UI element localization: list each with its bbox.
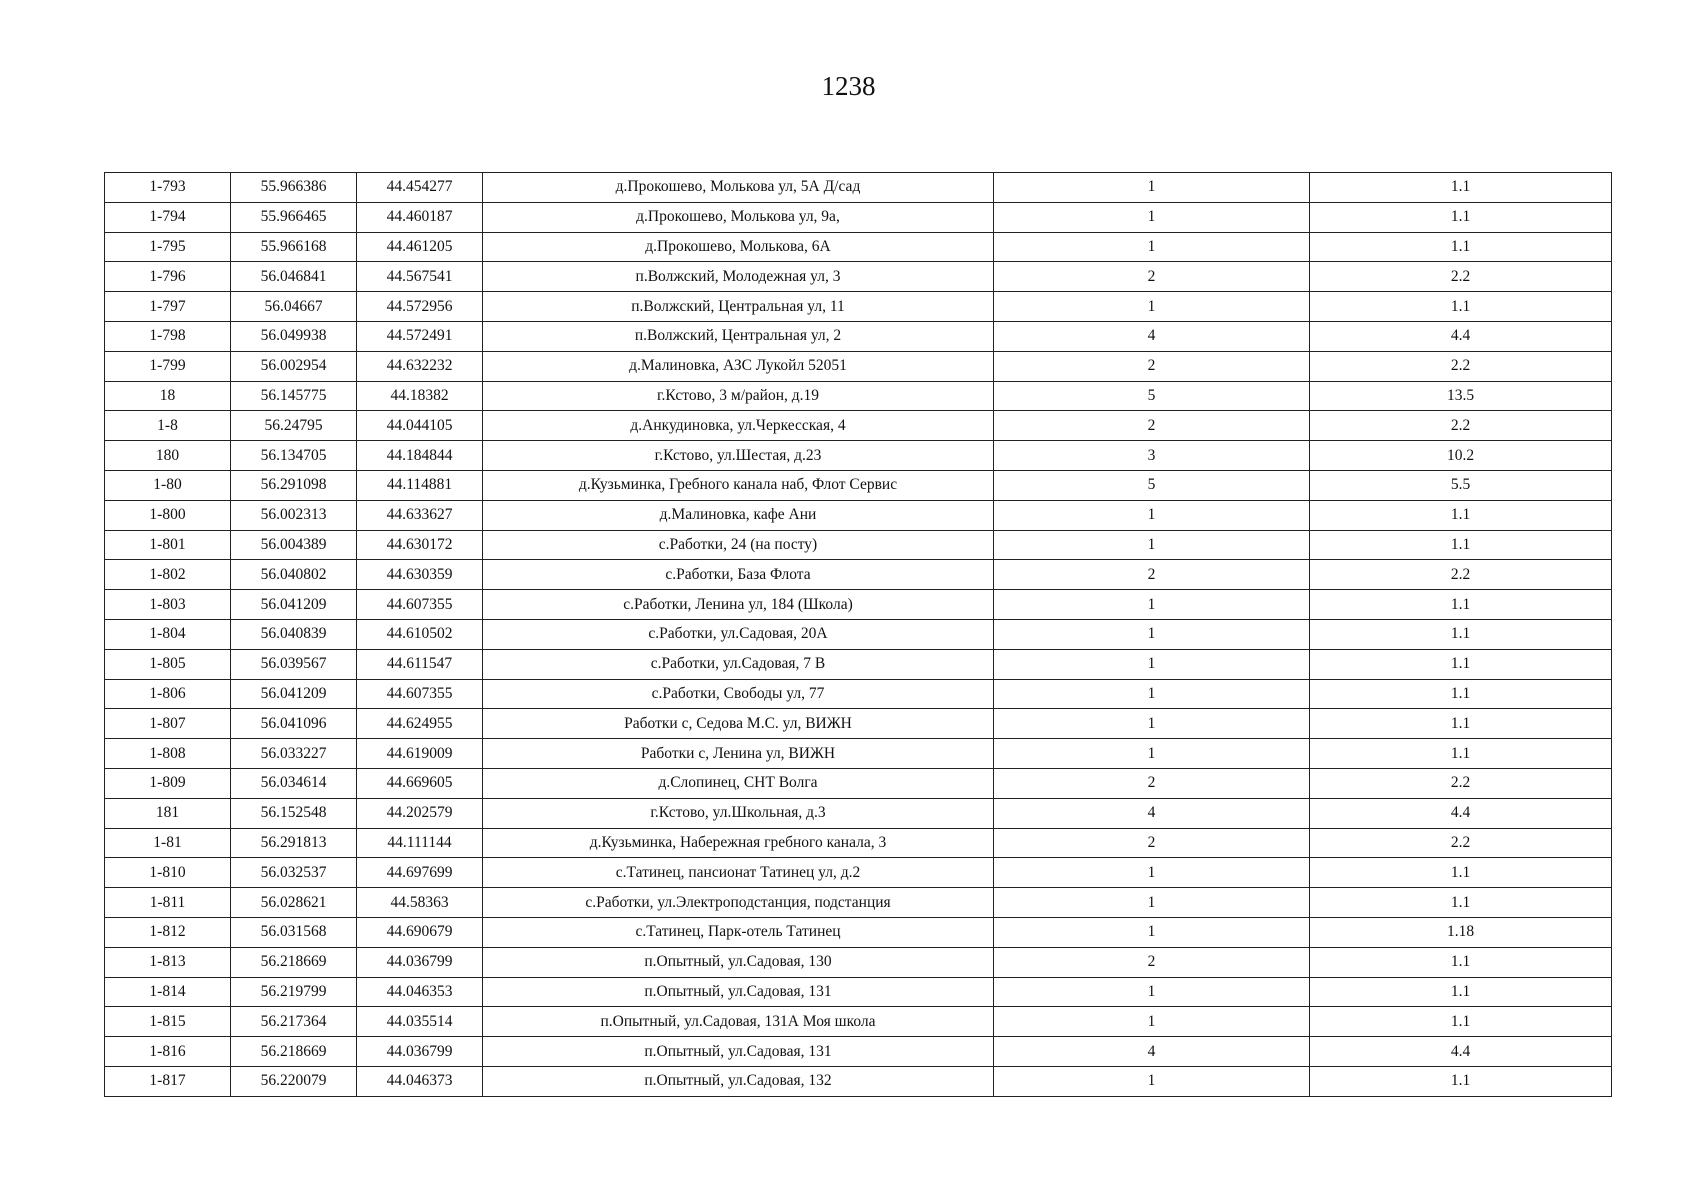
count-cell: 1 [994, 202, 1310, 232]
count-cell: 1 [994, 888, 1310, 918]
value-cell: 1.18 [1310, 917, 1612, 947]
address-cell: с.Татинец, Парк-отель Татинец [483, 917, 994, 947]
longitude-cell: 44.669605 [357, 768, 483, 798]
count-cell: 3 [994, 441, 1310, 471]
value-cell: 10.2 [1310, 441, 1612, 471]
latitude-cell: 56.032537 [231, 858, 357, 888]
address-cell: д.Кузьминка, Набережная гребного канала, 3 [483, 828, 994, 858]
count-cell: 2 [994, 351, 1310, 381]
value-cell: 1.1 [1310, 947, 1612, 977]
row-id-cell: 1-8 [105, 411, 231, 441]
latitude-cell: 56.145775 [231, 381, 357, 411]
address-cell: г.Кстово, ул.Школьная, д.3 [483, 798, 994, 828]
row-id-cell: 1-813 [105, 947, 231, 977]
table-row [105, 649, 1612, 679]
longitude-cell: 44.114881 [357, 470, 483, 500]
row-id-cell: 18 [105, 381, 231, 411]
latitude-cell: 56.041209 [231, 590, 357, 620]
count-cell: 1 [994, 858, 1310, 888]
count-cell: 1 [994, 917, 1310, 947]
row-id-cell: 1-800 [105, 500, 231, 530]
value-cell: 1.1 [1310, 530, 1612, 560]
count-cell: 1 [994, 1066, 1310, 1096]
table-row [105, 977, 1612, 1007]
value-cell: 1.1 [1310, 232, 1612, 262]
longitude-cell: 44.572956 [357, 292, 483, 322]
value-cell: 4.4 [1310, 1037, 1612, 1067]
value-cell: 1.1 [1310, 292, 1612, 322]
address-cell: с.Работки, Ленина ул, 184 (Школа) [483, 590, 994, 620]
table-row [105, 917, 1612, 947]
address-cell: д.Слопинец, СНТ Волга [483, 768, 994, 798]
table-row [105, 590, 1612, 620]
row-id-cell: 1-795 [105, 232, 231, 262]
longitude-cell: 44.632232 [357, 351, 483, 381]
latitude-cell: 56.039567 [231, 649, 357, 679]
count-cell: 2 [994, 262, 1310, 292]
count-cell: 5 [994, 470, 1310, 500]
latitude-cell: 56.218669 [231, 947, 357, 977]
longitude-cell: 44.610502 [357, 619, 483, 649]
address-cell: г.Кстово, 3 м/район, д.19 [483, 381, 994, 411]
row-id-cell: 1-807 [105, 709, 231, 739]
latitude-cell: 55.966386 [231, 173, 357, 203]
table-row [105, 1007, 1612, 1037]
table-row [105, 411, 1612, 441]
address-cell: с.Работки, ул.Садовая, 7 В [483, 649, 994, 679]
longitude-cell: 44.111144 [357, 828, 483, 858]
latitude-cell: 56.049938 [231, 321, 357, 351]
address-cell: п.Опытный, ул.Садовая, 131А Моя школа [483, 1007, 994, 1037]
address-cell: г.Кстово, ул.Шестая, д.23 [483, 441, 994, 471]
latitude-cell: 56.031568 [231, 917, 357, 947]
count-cell: 1 [994, 619, 1310, 649]
latitude-cell: 56.218669 [231, 1037, 357, 1067]
address-cell: д.Прокошево, Молькова ул, 9а, [483, 202, 994, 232]
table-body [105, 173, 1612, 1097]
table-row [105, 947, 1612, 977]
latitude-cell: 56.134705 [231, 441, 357, 471]
latitude-cell: 56.291098 [231, 470, 357, 500]
count-cell: 1 [994, 709, 1310, 739]
value-cell: 1.1 [1310, 500, 1612, 530]
latitude-cell: 56.152548 [231, 798, 357, 828]
count-cell: 4 [994, 1037, 1310, 1067]
table-row [105, 828, 1612, 858]
address-cell: п.Опытный, ул.Садовая, 132 [483, 1066, 994, 1096]
latitude-cell: 56.002954 [231, 351, 357, 381]
longitude-cell: 44.036799 [357, 1037, 483, 1067]
address-cell: п.Волжский, Молодежная ул, 3 [483, 262, 994, 292]
row-id-cell: 1-794 [105, 202, 231, 232]
table-row [105, 232, 1612, 262]
longitude-cell: 44.697699 [357, 858, 483, 888]
count-cell: 1 [994, 977, 1310, 1007]
value-cell: 1.1 [1310, 739, 1612, 769]
table-row [105, 709, 1612, 739]
longitude-cell: 44.619009 [357, 739, 483, 769]
latitude-cell: 56.041096 [231, 709, 357, 739]
count-cell: 1 [994, 1007, 1310, 1037]
address-cell: с.Татинец, пансионат Татинец ул, д.2 [483, 858, 994, 888]
table-row [105, 500, 1612, 530]
address-cell: с.Работки, Свободы ул, 77 [483, 679, 994, 709]
latitude-cell: 56.028621 [231, 888, 357, 918]
value-cell: 1.1 [1310, 709, 1612, 739]
address-cell: д.Малиновка, АЗС Лукойл 52051 [483, 351, 994, 381]
latitude-cell: 55.966465 [231, 202, 357, 232]
latitude-cell: 56.040802 [231, 560, 357, 590]
value-cell: 1.1 [1310, 173, 1612, 203]
latitude-cell: 56.219799 [231, 977, 357, 1007]
row-id-cell: 181 [105, 798, 231, 828]
longitude-cell: 44.572491 [357, 321, 483, 351]
address-cell: д.Анкудиновка, ул.Черкесская, 4 [483, 411, 994, 441]
longitude-cell: 44.036799 [357, 947, 483, 977]
count-cell: 2 [994, 411, 1310, 441]
value-cell: 1.1 [1310, 202, 1612, 232]
row-id-cell: 1-802 [105, 560, 231, 590]
table-row [105, 530, 1612, 560]
value-cell: 2.2 [1310, 351, 1612, 381]
count-cell: 1 [994, 739, 1310, 769]
longitude-cell: 44.202579 [357, 798, 483, 828]
table-row [105, 1037, 1612, 1067]
longitude-cell: 44.046353 [357, 977, 483, 1007]
count-cell: 1 [994, 173, 1310, 203]
value-cell: 1.1 [1310, 858, 1612, 888]
longitude-cell: 44.044105 [357, 411, 483, 441]
row-id-cell: 1-814 [105, 977, 231, 1007]
table-row [105, 202, 1612, 232]
latitude-cell: 56.291813 [231, 828, 357, 858]
value-cell: 2.2 [1310, 411, 1612, 441]
value-cell: 1.1 [1310, 679, 1612, 709]
row-id-cell: 1-799 [105, 351, 231, 381]
count-cell: 2 [994, 947, 1310, 977]
value-cell: 1.1 [1310, 619, 1612, 649]
row-id-cell: 1-803 [105, 590, 231, 620]
table-row [105, 1066, 1612, 1096]
longitude-cell: 44.18382 [357, 381, 483, 411]
longitude-cell: 44.035514 [357, 1007, 483, 1037]
value-cell: 1.1 [1310, 1007, 1612, 1037]
value-cell: 1.1 [1310, 977, 1612, 1007]
row-id-cell: 1-806 [105, 679, 231, 709]
value-cell: 2.2 [1310, 262, 1612, 292]
address-cell: д.Прокошево, Молькова ул, 5А Д/сад [483, 173, 994, 203]
table-row [105, 292, 1612, 322]
count-cell: 1 [994, 679, 1310, 709]
longitude-cell: 44.633627 [357, 500, 483, 530]
data-table [104, 172, 1612, 1097]
latitude-cell: 55.966168 [231, 232, 357, 262]
row-id-cell: 1-816 [105, 1037, 231, 1067]
count-cell: 1 [994, 232, 1310, 262]
value-cell: 2.2 [1310, 768, 1612, 798]
value-cell: 1.1 [1310, 649, 1612, 679]
count-cell: 2 [994, 828, 1310, 858]
count-cell: 2 [994, 560, 1310, 590]
count-cell: 1 [994, 530, 1310, 560]
count-cell: 2 [994, 768, 1310, 798]
address-cell: п.Волжский, Центральная ул, 11 [483, 292, 994, 322]
longitude-cell: 44.607355 [357, 590, 483, 620]
latitude-cell: 56.040839 [231, 619, 357, 649]
table-row [105, 470, 1612, 500]
table-row [105, 262, 1612, 292]
longitude-cell: 44.607355 [357, 679, 483, 709]
table-row [105, 619, 1612, 649]
value-cell: 1.1 [1310, 888, 1612, 918]
address-cell: п.Опытный, ул.Садовая, 131 [483, 977, 994, 1007]
row-id-cell: 1-808 [105, 739, 231, 769]
longitude-cell: 44.630359 [357, 560, 483, 590]
value-cell: 4.4 [1310, 321, 1612, 351]
latitude-cell: 56.24795 [231, 411, 357, 441]
table-row [105, 768, 1612, 798]
latitude-cell: 56.033227 [231, 739, 357, 769]
latitude-cell: 56.034614 [231, 768, 357, 798]
address-cell: п.Опытный, ул.Садовая, 131 [483, 1037, 994, 1067]
value-cell: 4.4 [1310, 798, 1612, 828]
row-id-cell: 180 [105, 441, 231, 471]
row-id-cell: 1-796 [105, 262, 231, 292]
row-id-cell: 1-81 [105, 828, 231, 858]
latitude-cell: 56.046841 [231, 262, 357, 292]
latitude-cell: 56.041209 [231, 679, 357, 709]
latitude-cell: 56.217364 [231, 1007, 357, 1037]
address-cell: д.Малиновка, кафе Ани [483, 500, 994, 530]
count-cell: 4 [994, 798, 1310, 828]
table-row [105, 441, 1612, 471]
longitude-cell: 44.454277 [357, 173, 483, 203]
address-cell: с.Работки, 24 (на посту) [483, 530, 994, 560]
longitude-cell: 44.567541 [357, 262, 483, 292]
value-cell: 2.2 [1310, 560, 1612, 590]
latitude-cell: 56.220079 [231, 1066, 357, 1096]
longitude-cell: 44.611547 [357, 649, 483, 679]
row-id-cell: 1-809 [105, 768, 231, 798]
table-row [105, 321, 1612, 351]
value-cell: 1.1 [1310, 1066, 1612, 1096]
value-cell: 5.5 [1310, 470, 1612, 500]
row-id-cell: 1-793 [105, 173, 231, 203]
latitude-cell: 56.004389 [231, 530, 357, 560]
row-id-cell: 1-812 [105, 917, 231, 947]
table-row [105, 739, 1612, 769]
table-row [105, 173, 1612, 203]
value-cell: 1.1 [1310, 590, 1612, 620]
longitude-cell: 44.630172 [357, 530, 483, 560]
count-cell: 5 [994, 381, 1310, 411]
address-cell: с.Работки, База Флота [483, 560, 994, 590]
count-cell: 1 [994, 649, 1310, 679]
address-cell: п.Опытный, ул.Садовая, 130 [483, 947, 994, 977]
table-row [105, 381, 1612, 411]
count-cell: 1 [994, 292, 1310, 322]
address-cell: п.Волжский, Центральная ул, 2 [483, 321, 994, 351]
table-row [105, 679, 1612, 709]
longitude-cell: 44.184844 [357, 441, 483, 471]
table-row [105, 798, 1612, 828]
address-cell: Работки с, Седова М.С. ул, ВИЖН [483, 709, 994, 739]
table-row [105, 858, 1612, 888]
count-cell: 4 [994, 321, 1310, 351]
row-id-cell: 1-798 [105, 321, 231, 351]
table-row [105, 560, 1612, 590]
table-row [105, 888, 1612, 918]
latitude-cell: 56.002313 [231, 500, 357, 530]
row-id-cell: 1-801 [105, 530, 231, 560]
count-cell: 1 [994, 500, 1310, 530]
table-row [105, 351, 1612, 381]
address-cell: с.Работки, ул.Электроподстанция, подстанция [483, 888, 994, 918]
longitude-cell: 44.690679 [357, 917, 483, 947]
row-id-cell: 1-80 [105, 470, 231, 500]
value-cell: 2.2 [1310, 828, 1612, 858]
latitude-cell: 56.04667 [231, 292, 357, 322]
row-id-cell: 1-811 [105, 888, 231, 918]
address-cell: Работки с, Ленина ул, ВИЖН [483, 739, 994, 769]
count-cell: 1 [994, 590, 1310, 620]
longitude-cell: 44.624955 [357, 709, 483, 739]
page-number: 1238 [821, 71, 876, 101]
row-id-cell: 1-815 [105, 1007, 231, 1037]
address-cell: д.Прокошево, Молькова, 6А [483, 232, 994, 262]
row-id-cell: 1-817 [105, 1066, 231, 1096]
row-id-cell: 1-804 [105, 619, 231, 649]
longitude-cell: 44.046373 [357, 1066, 483, 1096]
address-cell: д.Кузьминка, Гребного канала наб, Флот Сервис [483, 470, 994, 500]
row-id-cell: 1-805 [105, 649, 231, 679]
row-id-cell: 1-797 [105, 292, 231, 322]
row-id-cell: 1-810 [105, 858, 231, 888]
longitude-cell: 44.460187 [357, 202, 483, 232]
address-cell: с.Работки, ул.Садовая, 20А [483, 619, 994, 649]
value-cell: 13.5 [1310, 381, 1612, 411]
longitude-cell: 44.58363 [357, 888, 483, 918]
longitude-cell: 44.461205 [357, 232, 483, 262]
